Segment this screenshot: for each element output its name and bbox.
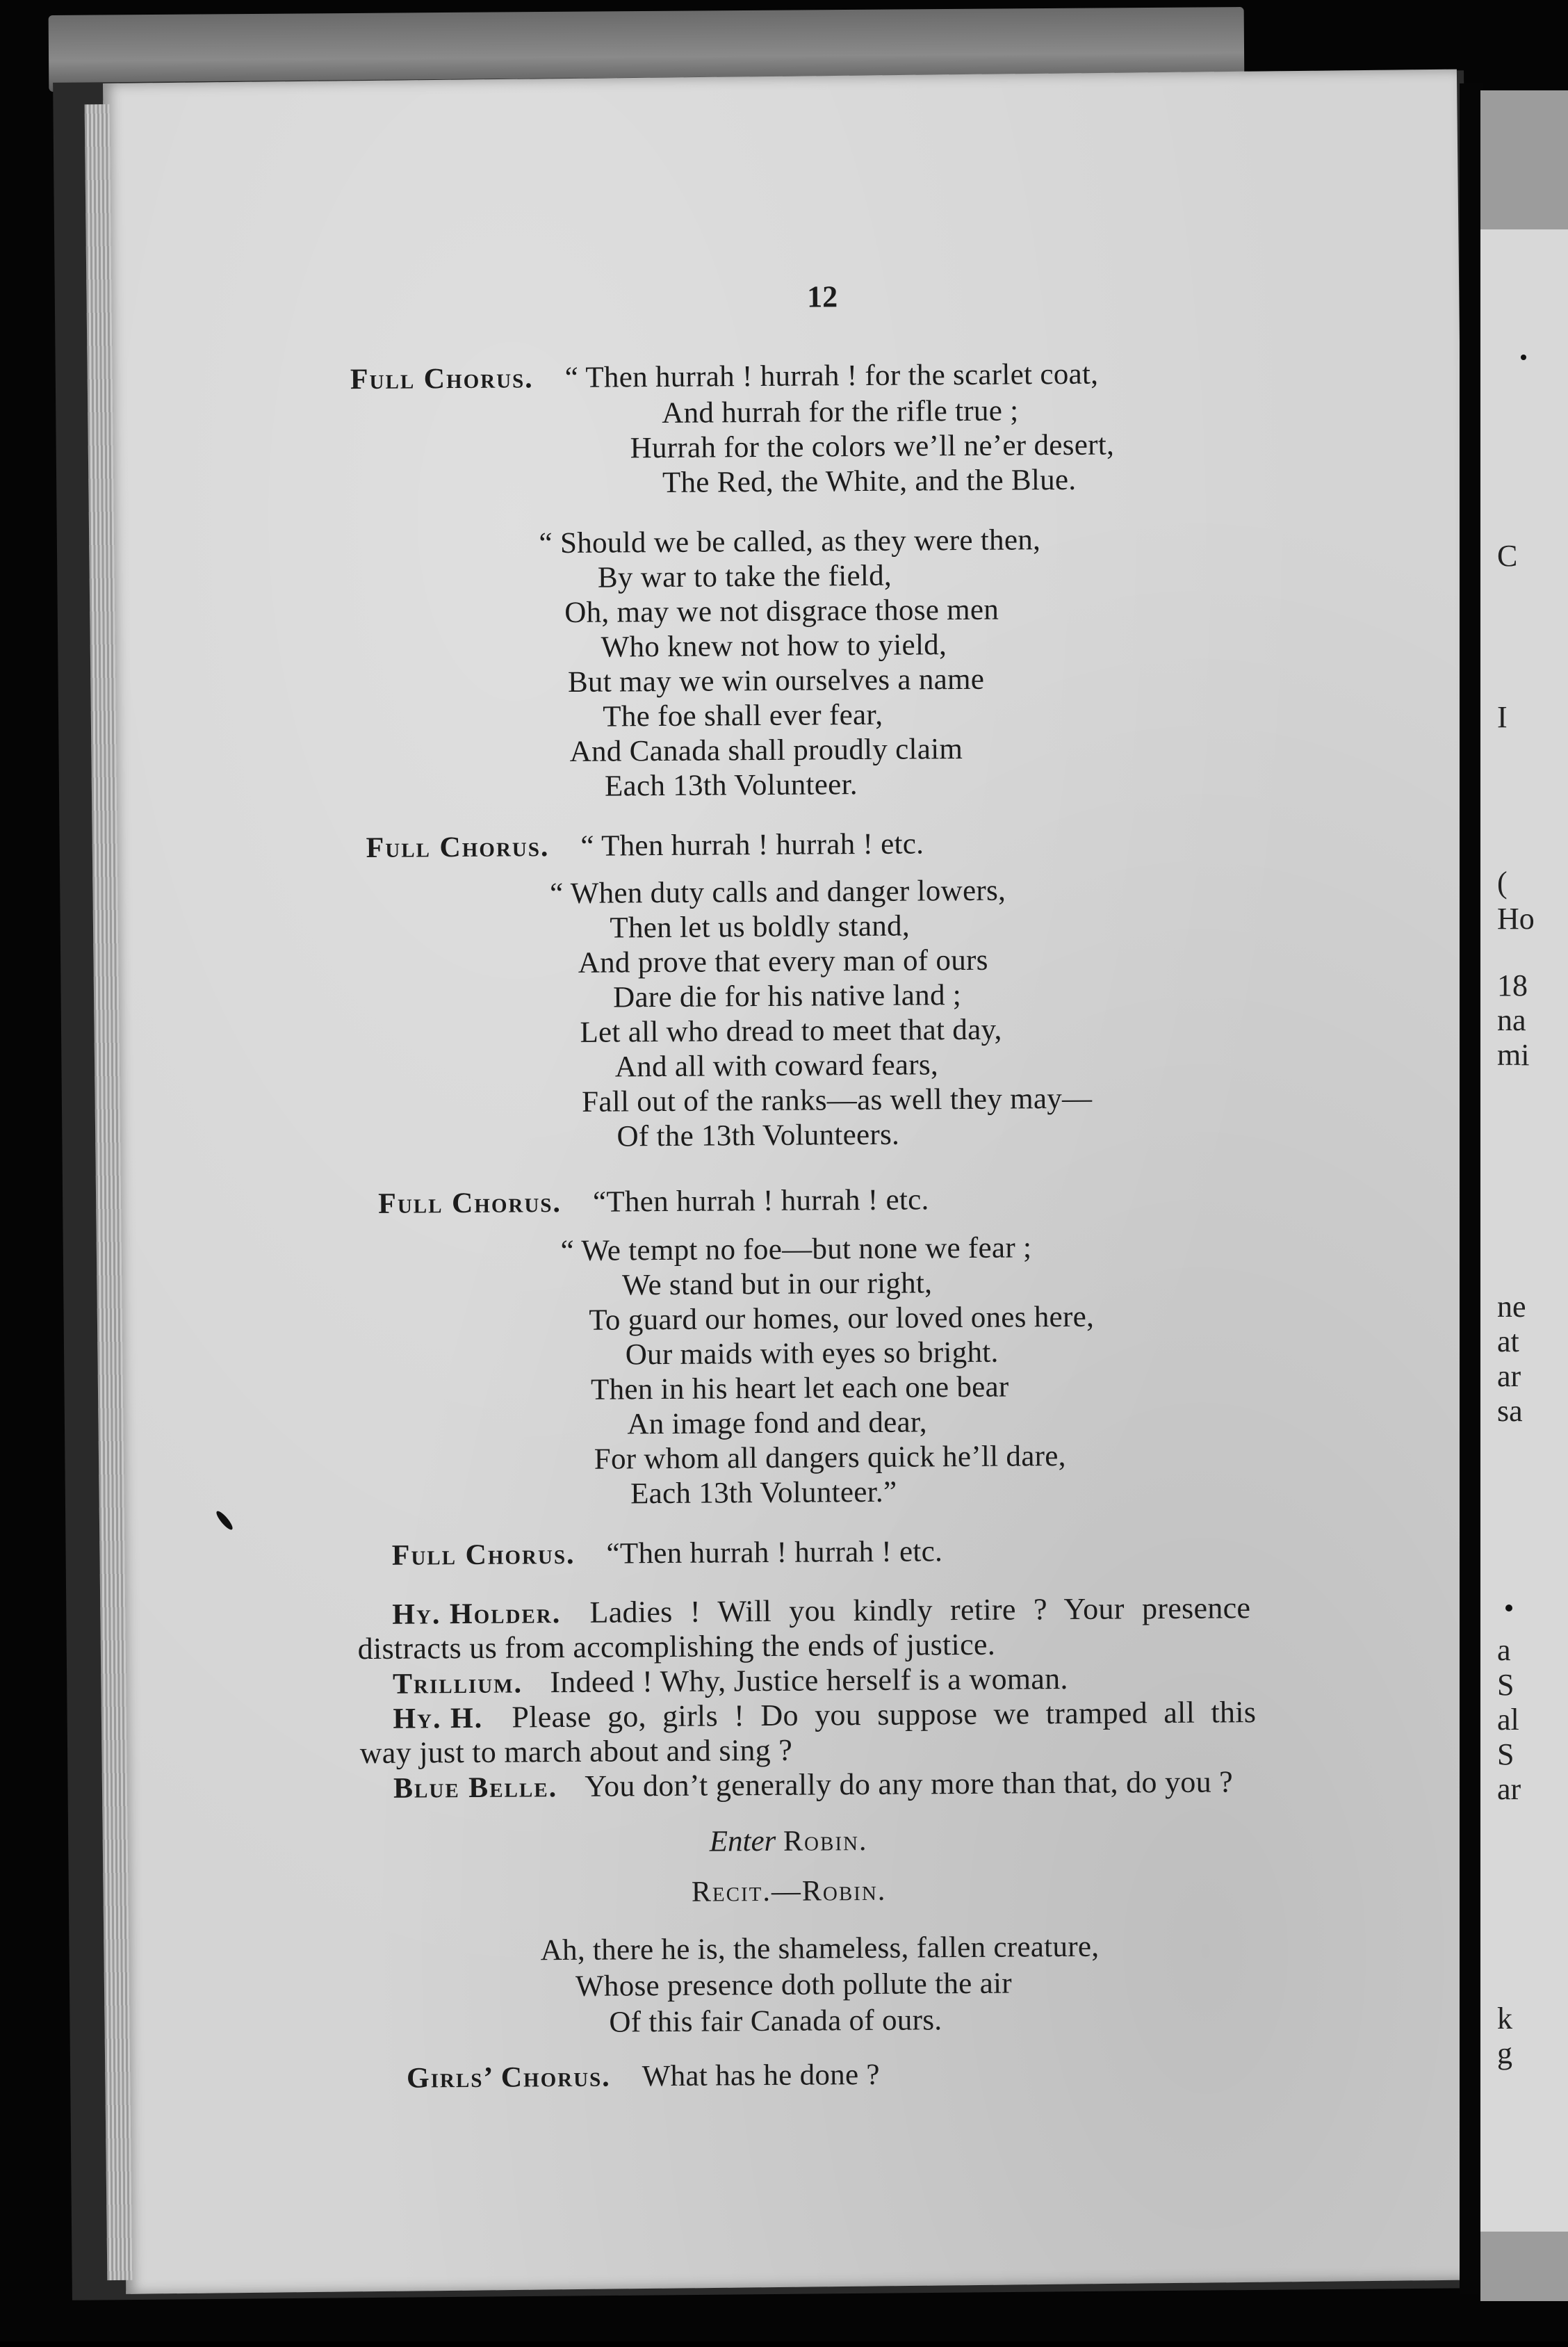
stage-direction-verb: Enter	[709, 1824, 776, 1858]
facing-page-fragment-text: ne	[1497, 1290, 1526, 1324]
facing-page-fragment-text: al	[1497, 1703, 1519, 1737]
stanza-line	[366, 829, 924, 863]
verse-text: “Then hurrah ! hurrah ! etc.	[592, 1183, 929, 1219]
facing-page-fragment-text: ar	[1497, 1359, 1521, 1393]
verse-line: Each 13th Volunteer.”	[630, 1475, 897, 1511]
facing-page-fragment-text: S	[1497, 1668, 1514, 1702]
facing-page-fragment-text: a	[1497, 1633, 1511, 1667]
stanza-line	[392, 1536, 943, 1570]
verse-line: Let all who dread to meet that day,	[580, 1013, 1002, 1049]
recit-heading	[5, 1869, 1568, 1914]
verse-line: “ We tempt no foe—but none we fear ;	[560, 1231, 1032, 1268]
dialogue-text: Ladies ! Will you kindly retire ? Your presence	[589, 1591, 1251, 1630]
recit-line: Of this fair Canada of ours.	[609, 2004, 942, 2039]
facing-page-fragment-text: sa	[1497, 1394, 1523, 1428]
recit-line: Ah, there he is, the shameless, fallen creature,	[540, 1930, 1100, 1967]
facing-page-fragment-text: mi	[1497, 1038, 1530, 1072]
verse-line: Of the 13th Volunteers.	[616, 1118, 900, 1153]
recit-heading-text: Recit.—Robin.	[691, 1874, 887, 1908]
dialogue-continuation: distracts us from accomplishing the ends of justice.	[357, 1627, 996, 1666]
scan-speck	[1505, 1605, 1512, 1611]
dialogue-continuation: way just to march about and sing ?	[359, 1732, 793, 1771]
speaker-label: Full Chorus.	[350, 362, 534, 396]
scan-speck	[1521, 355, 1526, 360]
dialogue-text: Indeed ! Why, Justice herself is a woman.	[550, 1661, 1068, 1700]
facing-page-fragment-text: ar	[1497, 1772, 1521, 1806]
dialogue-text: You don’t generally do any more than that, do you ?	[585, 1764, 1234, 1803]
dialogue-line	[393, 1764, 1234, 1805]
verse-text: “ Then hurrah ! hurrah ! etc.	[580, 827, 924, 863]
verse-line: The foe shall ever fear,	[603, 698, 883, 733]
speaker-label: Full Chorus.	[391, 1538, 575, 1572]
dialogue-text: Please go, girls ! Do you suppose we tramped all this	[512, 1695, 1257, 1735]
speaker-label: Full Chorus.	[366, 831, 550, 864]
facing-page-fragment-text: at	[1497, 1324, 1519, 1358]
facing-page-fragment-text: (	[1497, 866, 1508, 900]
verse-line: Our maids with eyes so bright.	[625, 1335, 999, 1372]
dialogue-line	[392, 1593, 1250, 1630]
verse-line: And prove that every man of ours	[578, 943, 988, 980]
verse-line: “ When duty calls and danger lowers,	[549, 874, 1006, 911]
speaker-label: Blue Belle.	[393, 1771, 558, 1805]
facing-page-fragment-text: 18	[1497, 968, 1528, 1002]
verse-text: What has he done ?	[642, 2058, 880, 2093]
verse-line: And Canada shall proudly claim	[569, 732, 963, 768]
verse-text: “ Then hurrah ! hurrah ! for the scarlet coat,	[564, 357, 1099, 394]
dialogue-line	[392, 1661, 1068, 1700]
verse-line: Fall out of the ranks—as well they may—	[582, 1082, 1093, 1119]
speaker-label: Girls’ Chorus.	[406, 2061, 611, 2095]
verse-line: Dare die for his native land ;	[612, 979, 962, 1014]
stage-direction-character: Robin.	[783, 1824, 868, 1858]
verse-line: Oh, may we not disgrace those men	[564, 593, 999, 629]
verse-line: Then in his heart let each one bear	[590, 1370, 1009, 1406]
verse-line: By war to take the field,	[597, 559, 892, 594]
verse-line: “ Should we be called, as they were then,	[539, 523, 1041, 560]
page-number: 12	[806, 279, 838, 314]
stage-direction	[4, 1819, 1568, 1864]
facing-page-fragment-text: g	[1497, 2036, 1512, 2070]
speaker-label: Hy. Holder.	[392, 1598, 562, 1631]
verse-line: To guard our homes, our loved ones here,	[589, 1300, 1095, 1337]
verse-line: The Red, the White, and the Blue.	[662, 463, 1077, 500]
speaker-label: Full Chorus.	[378, 1187, 562, 1220]
stanza-line	[407, 2060, 880, 2093]
verse-line: For whom all dangers quick he’ll dare,	[594, 1439, 1066, 1476]
facing-page-fragment-text: k	[1497, 2001, 1512, 2036]
verse-line: Then let us boldly stand,	[610, 909, 910, 945]
dialogue-line	[393, 1697, 1256, 1734]
stanza-line	[378, 1185, 929, 1219]
verse-line: Hurrah for the colors we’ll ne’er desert,	[630, 428, 1115, 465]
facing-page-fragment-text: C	[1497, 539, 1518, 573]
speaker-label: Hy. H.	[393, 1702, 484, 1735]
verse-line: And hurrah for the rifle true ;	[662, 394, 1019, 430]
verse-line: Who knew not how to yield,	[601, 628, 947, 664]
verse-line: Each 13th Volunteer.	[604, 768, 858, 803]
facing-page-fragment-text: na	[1497, 1003, 1526, 1037]
verse-line: But may we win ourselves a name	[567, 663, 985, 699]
stanza-line	[350, 359, 1099, 395]
facing-page-fragment-text: Ho	[1497, 902, 1535, 936]
recit-line: Whose presence doth pollute the air	[575, 1967, 1013, 2003]
verse-text: “Then hurrah ! hurrah ! etc.	[606, 1535, 943, 1570]
facing-page-fragment-text: I	[1497, 700, 1508, 734]
facing-page-fragment-text: S	[1497, 1737, 1514, 1771]
verse-line: An image fond and dear,	[627, 1406, 928, 1441]
speaker-label: Trillium.	[392, 1667, 523, 1700]
verse-line: And all with coward fears,	[614, 1048, 939, 1084]
verse-line: We stand but in our right,	[621, 1267, 933, 1302]
